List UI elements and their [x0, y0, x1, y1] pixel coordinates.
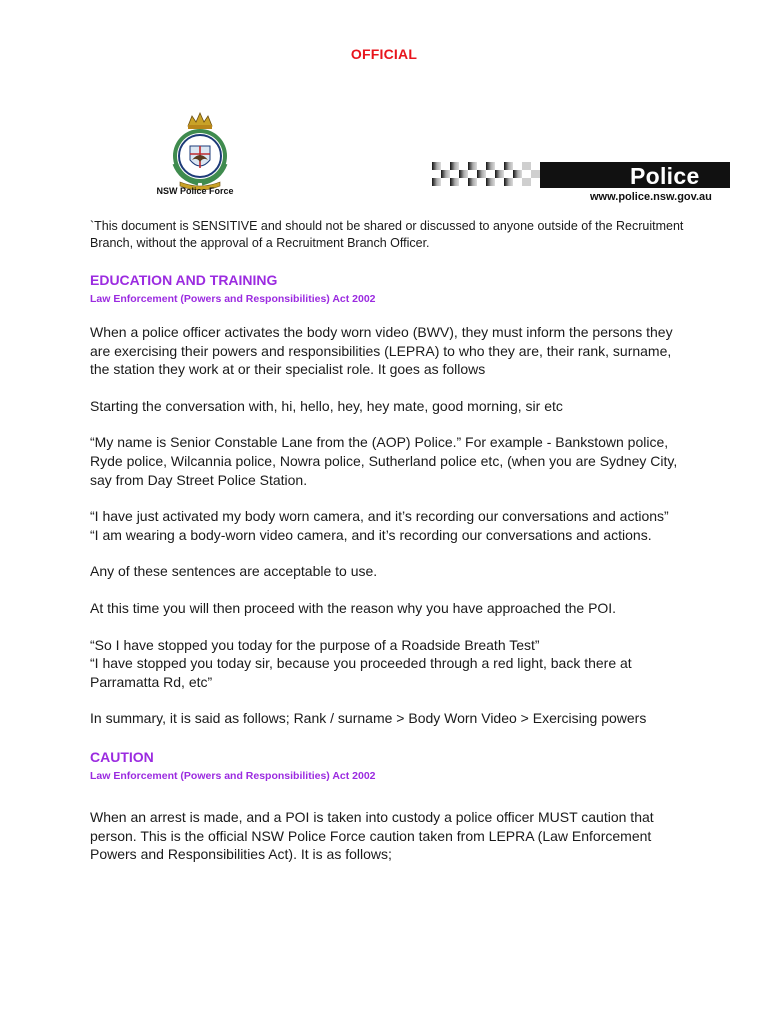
paragraph-camera-statement-1: “I have just activated my body worn camera, and it’s recording our conversations and actions”: [90, 508, 669, 525]
paragraph-example-stop-1: “So I have stopped you today for the purpose of a Roadside Breath Test”: [90, 636, 540, 653]
paragraph-example-stop-2: “I have stopped you today sir, because you proceeded through a red light, back there at Parramatta Rd, etc”: [90, 655, 632, 690]
paragraph-name-example: “My name is Senior Constable Lane from the (AOP) Police.” For example - Bankstown police, Ryde police, Wilcannia police, Nowra police, Sutherland police etc, (when you are Sydney City, say from Day Street Police Station.: [90, 434, 678, 488]
section-subheading-caution: Law Enforcement (Powers and Responsibilities) Act 2002: [90, 769, 376, 782]
section-heading-education: EDUCATION AND TRAINING: [90, 272, 278, 288]
banner-police-word: Police: [630, 163, 700, 189]
paragraph-caution-intro: When an arrest is made, and a POI is taken into custody a police officer MUST caution that person. This is the official NSW Police Force caution taken from LEPRA (Law Enforcement Powers and Responsibilities Act). It is as follows;: [90, 808, 654, 863]
paragraph-acceptable: Any of these sentences are acceptable to use.: [90, 563, 378, 580]
classification-label: OFFICIAL: [350, 46, 418, 62]
section-subheading-education: Law Enforcement (Powers and Responsibilities) Act 2002: [90, 293, 376, 305]
paragraph-summary: In summary, it is said as follows; Rank / surname > Body Worn Video > Exercising powers: [90, 710, 647, 727]
paragraph-bwv-intro: When a police officer activates the body worn video (BWV), they must inform the persons they are exercising their powers and responsibilities (LEPRA) to who they are, their rank, surname, the station they work at or their specialist role. It goes as follows: [90, 324, 673, 378]
document-body: [90, 218, 690, 864]
crest-caption: NSW Police Force: [156, 186, 234, 196]
paragraph-camera-statement-2: “I am wearing a body-worn video camera, and it’s recording our conversations and actions.: [90, 526, 652, 543]
sensitivity-notice: `This document is SENSITIVE and should not be shared or discussed to anyone outside of the Recruitment Branch, without the approval of a Recruitment Branch Officer.: [90, 219, 684, 250]
paragraph-reason: At this time you will then proceed with the reason why you have approached the POI.: [90, 599, 617, 616]
section-heading-caution: CAUTION: [90, 748, 154, 765]
paragraph-greeting: Starting the conversation with, hi, hello, hey, hey mate, good morning, sir etc: [90, 397, 563, 414]
banner-url: www.police.nsw.gov.au: [590, 191, 712, 203]
